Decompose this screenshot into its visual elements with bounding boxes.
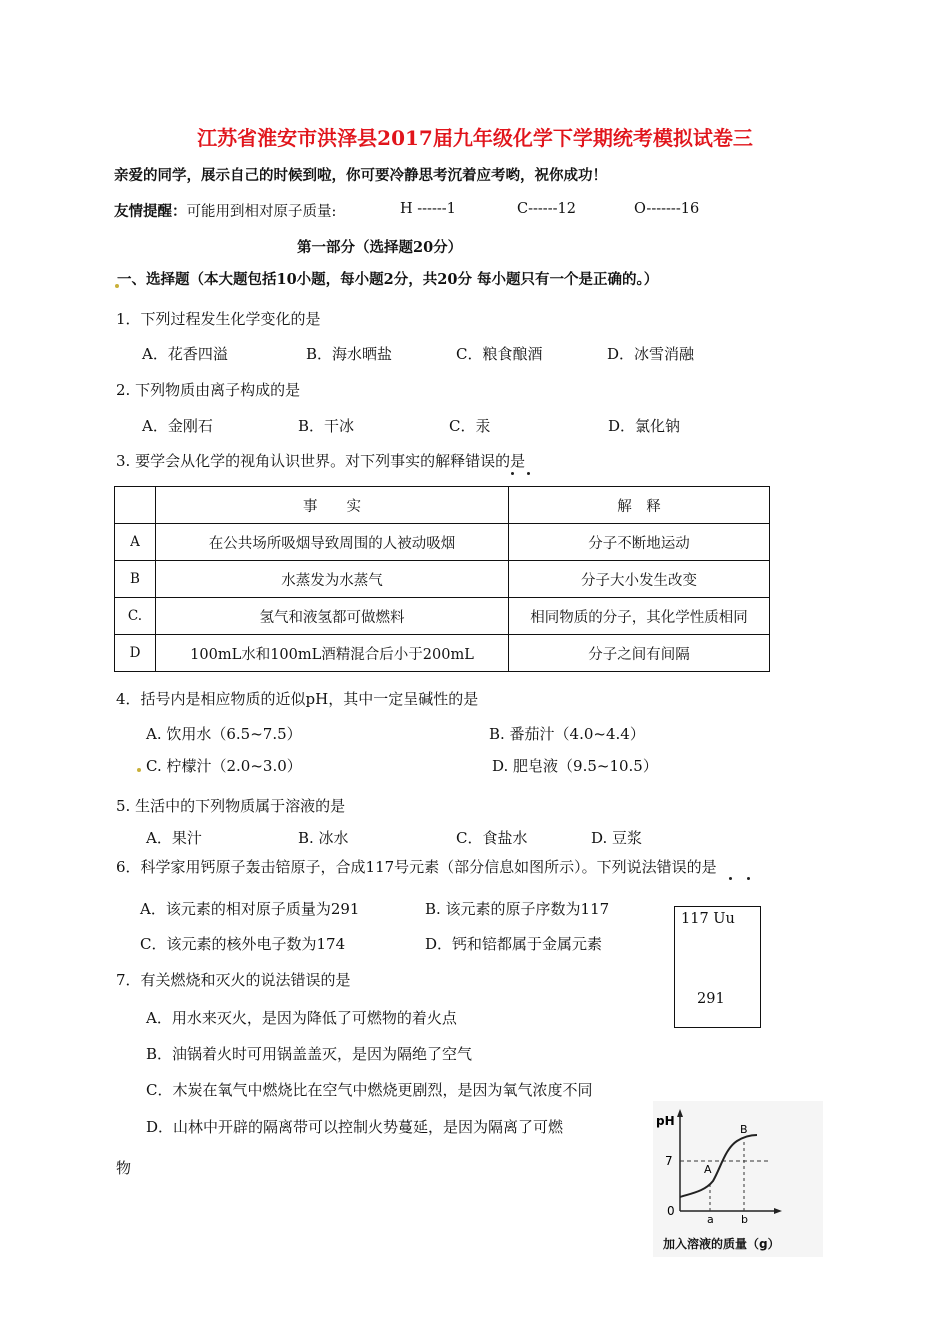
part-title: 第一部分（选择题20分） bbox=[297, 239, 463, 256]
tip-text: 可能用到相对原子质量: bbox=[186, 204, 337, 220]
yellow-mark bbox=[137, 768, 141, 772]
emphasis-dot bbox=[729, 877, 732, 880]
point-b-label: B bbox=[740, 1123, 748, 1136]
origin-label: 0 bbox=[667, 1204, 675, 1218]
table-row-fact: 在公共场所吸烟导致周围的人被动吸烟 bbox=[156, 524, 509, 561]
mass-c: C------12 bbox=[517, 201, 576, 217]
table-row-fact: 100mL水和100mL酒精混合后小于200mL bbox=[156, 635, 509, 672]
q1-option-d: D．冰雪消融 bbox=[607, 345, 695, 363]
x-axis-arrow-icon bbox=[774, 1208, 782, 1214]
q4-option-c: C. 柠檬汁（2.0~3.0） bbox=[146, 757, 302, 775]
table-row-label: D bbox=[115, 635, 156, 672]
table-row bbox=[115, 524, 770, 561]
q4-option-d: D. 肥皂液（9.5~10.5） bbox=[492, 757, 658, 775]
table-row-explain: 分子之间有间隔 bbox=[509, 635, 770, 672]
q7-option-c: C．木炭在氧气中燃烧比在空气中燃烧更剧烈，是因为氧气浓度不同 bbox=[146, 1081, 593, 1099]
q2-option-b: B．干冰 bbox=[298, 417, 355, 435]
ph-curve bbox=[680, 1135, 757, 1197]
ph-graph-figure bbox=[653, 1101, 823, 1257]
mass-o: O-------16 bbox=[634, 201, 700, 217]
x-tick-b: b bbox=[741, 1213, 748, 1226]
y-axis-label: pH bbox=[656, 1114, 675, 1128]
q5-option-d: D. 豆浆 bbox=[591, 829, 643, 847]
point-a-label: A bbox=[704, 1163, 712, 1176]
q3-stem: 3. 要学会从化学的视角认识世界。对下列事实的解释错误的是 bbox=[116, 452, 526, 470]
table-row-explain: 相同物质的分子，其化学性质相同 bbox=[509, 598, 770, 635]
q5-option-b: B. 冰水 bbox=[298, 829, 349, 847]
table-header-fact: 事 实 bbox=[156, 487, 509, 524]
q6-option-c: C．该元素的核外电子数为174 bbox=[140, 935, 346, 953]
table-cell bbox=[115, 487, 156, 524]
page-title: 江苏省淮安市洪泽县2017届九年级化学下学期统考模拟试卷三 bbox=[197, 126, 753, 150]
x-tick-a: a bbox=[707, 1213, 714, 1226]
graph-caption: 加入溶液的质量（g） bbox=[663, 1237, 780, 1251]
emphasis-dot bbox=[511, 472, 514, 475]
facts-table bbox=[114, 486, 770, 672]
q5-option-c: C．食盐水 bbox=[456, 829, 528, 847]
table-row-label: C. bbox=[115, 598, 156, 635]
mass-h: H ------1 bbox=[400, 201, 456, 217]
q1-option-c: C．粮食酿酒 bbox=[456, 345, 543, 363]
table-row bbox=[115, 561, 770, 598]
q6-option-a: A．该元素的相对原子质量为291 bbox=[140, 900, 360, 918]
q1-stem: 1．下列过程发生化学变化的是 bbox=[116, 310, 321, 328]
table-row-explain: 分子不断地运动 bbox=[509, 524, 770, 561]
q2-option-c: C．汞 bbox=[449, 417, 491, 435]
q1-option-b: B．海水晒盐 bbox=[306, 345, 393, 363]
table-row-label: B bbox=[115, 561, 156, 598]
table-row bbox=[115, 635, 770, 672]
element-number-symbol: 117 Uu bbox=[681, 911, 735, 927]
table-header-row bbox=[115, 487, 770, 524]
q7-option-b: B．油锅着火时可用锅盖盖灭，是因为隔绝了空气 bbox=[146, 1045, 473, 1063]
q7-option-a: A．用水来灭火，是因为降低了可燃物的着火点 bbox=[146, 1009, 457, 1027]
table-row-fact: 水蒸发为水蒸气 bbox=[156, 561, 509, 598]
q4-option-b: B. 番茄汁（4.0~4.4） bbox=[489, 725, 645, 743]
tip-label: 友情提醒： bbox=[114, 203, 187, 220]
q7-option-d-continuation: 物 bbox=[116, 1159, 132, 1177]
greeting: 亲爱的同学，展示自己的时候到啦，你可要冷静思考沉着应考哟，祝你成功！ bbox=[114, 167, 607, 184]
q2-option-d: D．氯化钠 bbox=[608, 417, 681, 435]
q2-stem: 2. 下列物质由离子构成的是 bbox=[116, 381, 301, 399]
emphasis-dot bbox=[527, 472, 530, 475]
table-row-label: A bbox=[115, 524, 156, 561]
table-row-explain: 分子大小发生改变 bbox=[509, 561, 770, 598]
element-card bbox=[674, 906, 761, 1028]
y-tick-7: 7 bbox=[665, 1154, 673, 1168]
q5-stem: 5. 生活中的下列物质属于溶液的是 bbox=[116, 797, 346, 815]
section-title: 一、选择题（本大题包括10小题，每小题2分，共20分 每小题只有一个是正确的。） bbox=[117, 271, 659, 288]
table-header-explain: 解 释 bbox=[509, 487, 770, 524]
table-row-fact: 氢气和液氢都可做燃料 bbox=[156, 598, 509, 635]
q2-option-a: A．金刚石 bbox=[142, 417, 213, 435]
q7-option-d: D．山林中开辟的隔离带可以控制火势蔓延，是因为隔离了可燃 bbox=[146, 1118, 564, 1136]
emphasis-dot bbox=[747, 877, 750, 880]
q6-option-b: B. 该元素的原子序数为117 bbox=[425, 900, 610, 918]
q1-option-a: A．花香四溢 bbox=[142, 345, 228, 363]
element-mass: 291 bbox=[697, 991, 725, 1007]
ph-graph-svg bbox=[653, 1101, 823, 1235]
q4-option-a: A. 饮用水（6.5~7.5） bbox=[146, 725, 302, 743]
q6-stem: 6．科学家用钙原子轰击锫原子，合成117号元素（部分信息如图所示）。下列说法错误的是 bbox=[116, 858, 717, 876]
q4-stem: 4．括号内是相应物质的近似pH，其中一定呈碱性的是 bbox=[116, 690, 479, 708]
q5-option-a: A．果汁 bbox=[146, 829, 202, 847]
tip-line bbox=[114, 200, 336, 221]
table-row bbox=[115, 598, 770, 635]
y-axis-arrow-icon bbox=[677, 1109, 683, 1117]
q7-stem: 7．有关燃烧和灭火的说法错误的是 bbox=[116, 971, 351, 989]
q6-option-d: D．钙和锫都属于金属元素 bbox=[425, 935, 603, 953]
